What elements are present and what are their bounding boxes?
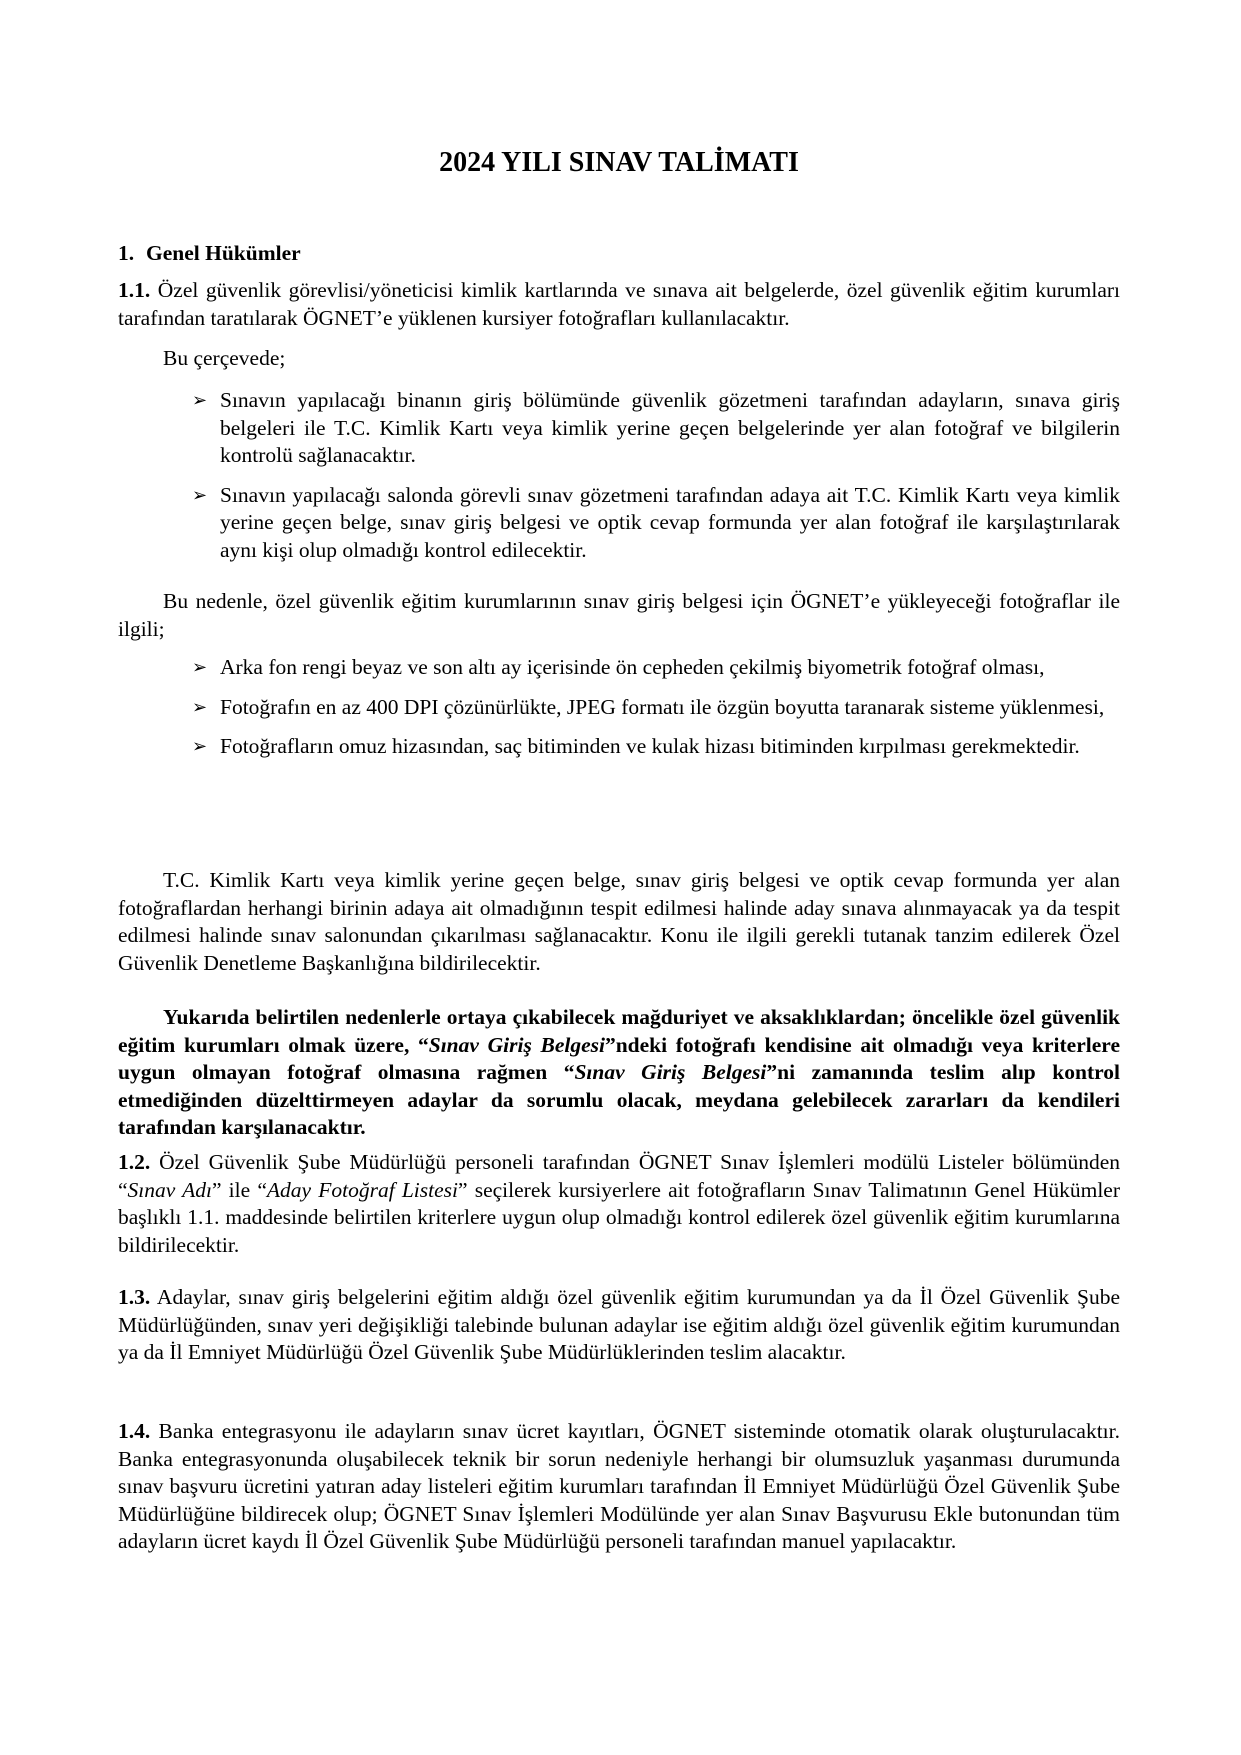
paragraph-number: 1.4. — [118, 1419, 151, 1443]
list-item — [118, 482, 1120, 565]
document-title: 2024 YILI SINAV TALİMATI — [439, 147, 799, 178]
list-item-text: Sınavın yapılacağı salonda görevli sınav gözetmeni tarafından adaya ait T.C. Kimlik Kartı veya kimlik yerine geçen belge, sınav giriş belgesi ve optik cevap formunda yer alan fotoğraf ile karşılaştırılarak aynı kişi olup olmadığı kontrol edilecektir. — [220, 482, 1120, 562]
paragraph-responsibility — [118, 1004, 1120, 1142]
text-run: ”ni zamanında teslim alıp kontrol etmediğinden düzelttirmeyen adaylar da sorumlu olacak, meydana gelebilecek zararları da kendileri tarafından karşılanacaktır. — [118, 1060, 1120, 1139]
list-item-text: Fotoğrafın en az 400 DPI çözünürlükte, JPEG formatı ile özgün boyutta taranarak sisteme yüklenmesi, — [220, 694, 1105, 719]
list-item-text: Arka fon rengi beyaz ve son altı ay içerisinde ön cepheden çekilmiş biyometrik fotoğraf olması, — [220, 655, 1045, 679]
list-item — [118, 694, 1120, 722]
paragraph-1-3 — [118, 1284, 1120, 1367]
paragraph-1-1 — [118, 277, 1120, 332]
text-run: ” ile “ — [211, 1177, 267, 1202]
bullet-list-1 — [118, 387, 1120, 564]
italic-term: Sınav Adı — [127, 1177, 212, 1202]
text-run: Yukarıda belirtilen nedenlerle ortaya çıkabilecek mağduriyet ve aksaklıklardan; öncelikle özel güvenlik eğitim kurumları olmak üzere, “ — [118, 1005, 1120, 1057]
section-number: 1. — [118, 241, 135, 265]
paragraph-text: Adaylar, sınav giriş belgelerini eğitim aldığı özel güvenlik eğitim kurumundan ya da İl Özel Güvenlik Şube Müdürlüğünden, sınav yeri değişikliği talebinde bulunan adaylar ise eğitim aldığı özel güvenlik eğitim kurumundan ya da İl Emniyet Müdürlüğü Özel Güvenlik Şube Müdürlüklerinden teslim alacaktır. — [118, 1285, 1120, 1364]
arrow-bullet-icon: ➢ — [192, 657, 208, 677]
arrow-bullet-icon: ➢ — [192, 390, 208, 410]
list-item — [118, 654, 1120, 682]
intro-text-1: Bu çerçevede; — [163, 346, 286, 370]
italic-term: Sınav Giriş Belgesi — [574, 1060, 767, 1084]
section-heading — [118, 240, 301, 268]
arrow-bullet-icon: ➢ — [192, 696, 208, 717]
list-item-text: Sınavın yapılacağı binanın giriş bölümünde güvenlik gözetmeni tarafından adayların, sınava giriş belgeleri ile T.C. Kimlik Kartı veya kimlik yerine geçen belgelerinde yer alan fotoğraf ve bilgilerin kontrolü sağlanacaktır. — [220, 388, 1120, 467]
list-item — [118, 733, 1120, 761]
paragraph-number: 1.3. — [118, 1285, 151, 1309]
text-run: ”ndeki fotoğrafı kendisine ait olmadığı veya kriterlere uygun olmayan fotoğraf olmasına rağmen “ — [118, 1032, 1120, 1084]
paragraph-number: 1.2. — [118, 1150, 151, 1174]
italic-term: Aday Fotoğraf Listesi — [266, 1177, 458, 1202]
bullet-list-2 — [118, 654, 1120, 761]
list-item-text: Fotoğrafların omuz hizasından, saç bitiminden ve kulak hizası bitiminden kırpılması gerekmektedir. — [220, 734, 1080, 758]
arrow-bullet-icon: ➢ — [192, 736, 208, 756]
paragraph-1-2 — [118, 1149, 1120, 1259]
paragraph-1-4 — [118, 1418, 1120, 1556]
paragraph-text: Banka entegrasyonu ile adayların sınav ücret kayıtları, ÖGNET sisteminde otomatik olarak oluşturulacaktır. Banka entegrasyonunda oluşabilecek teknik bir sorun nedeniyle herhangi bir olumsuzluk yaşanması durumunda sınav başvuru ücretini yatıran aday listeleri eğitim kurumları tarafından İl Emniyet Müdürlüğü Özel Güvenlik Şube Müdürlüğüne bildirecek olup; ÖGNET Sınav İşlemleri Modülünde yer alan Sınav Başvurusu Ekle butonundan tüm adayların ücret kaydı İl Özel Güvenlik Şube Müdürlüğü personeli tarafından manuel yapılacaktır. — [118, 1419, 1120, 1553]
text-run: ” seçilerek kursiyerlere ait fotoğrafların Sınav Talimatının Genel Hükümler başlıklı 1.1. maddesinde belirtilen kriterlere uygun olup olmadığı kontrol edilerek özel güvenlik eğitim kurumlarına bildirilecektir. — [118, 1177, 1121, 1257]
list-item — [118, 387, 1120, 470]
arrow-bullet-icon: ➢ — [192, 484, 208, 505]
paragraph-number: 1.1. — [118, 278, 151, 302]
intro-text-2: Bu nedenle, özel güvenlik eğitim kurumlarının sınav giriş belgesi için ÖGNET’e yükleyeceği fotoğraflar ile ilgili; — [118, 589, 1120, 641]
paragraph-identity-check: T.C. Kimlik Kartı veya kimlik yerine geçen belge, sınav giriş belgesi ve optik cevap formunda yer alan fotoğraflardan herhangi birinin adaya ait olmadığının tespit edilmesi halinde aday sınava alınmayacak ya da tespit edilmesi halinde sınav salonundan çıkarılması sağlanacaktır. Konu ile ilgili gerekli tutanak tanzim edilerek Özel Güvenlik Denetleme Başkanlığına bildirilecektir. — [118, 868, 1120, 975]
section-heading-text: Genel Hükümler — [146, 241, 301, 265]
italic-term: Sınav Giriş Belgesi — [428, 1032, 605, 1057]
paragraph-text: Özel güvenlik görevlisi/yöneticisi kimlik kartlarında ve sınava ait belgelerde, özel güvenlik eğitim kurumları tarafından taratılarak ÖGNET’e yüklenen kursiyer fotoğrafları kullanılacaktır. — [118, 278, 1120, 330]
text-run: Özel Güvenlik Şube Müdürlüğü personeli tarafından ÖGNET Sınav İşlemleri modülü Listeler bölümünden “ — [118, 1150, 1120, 1202]
